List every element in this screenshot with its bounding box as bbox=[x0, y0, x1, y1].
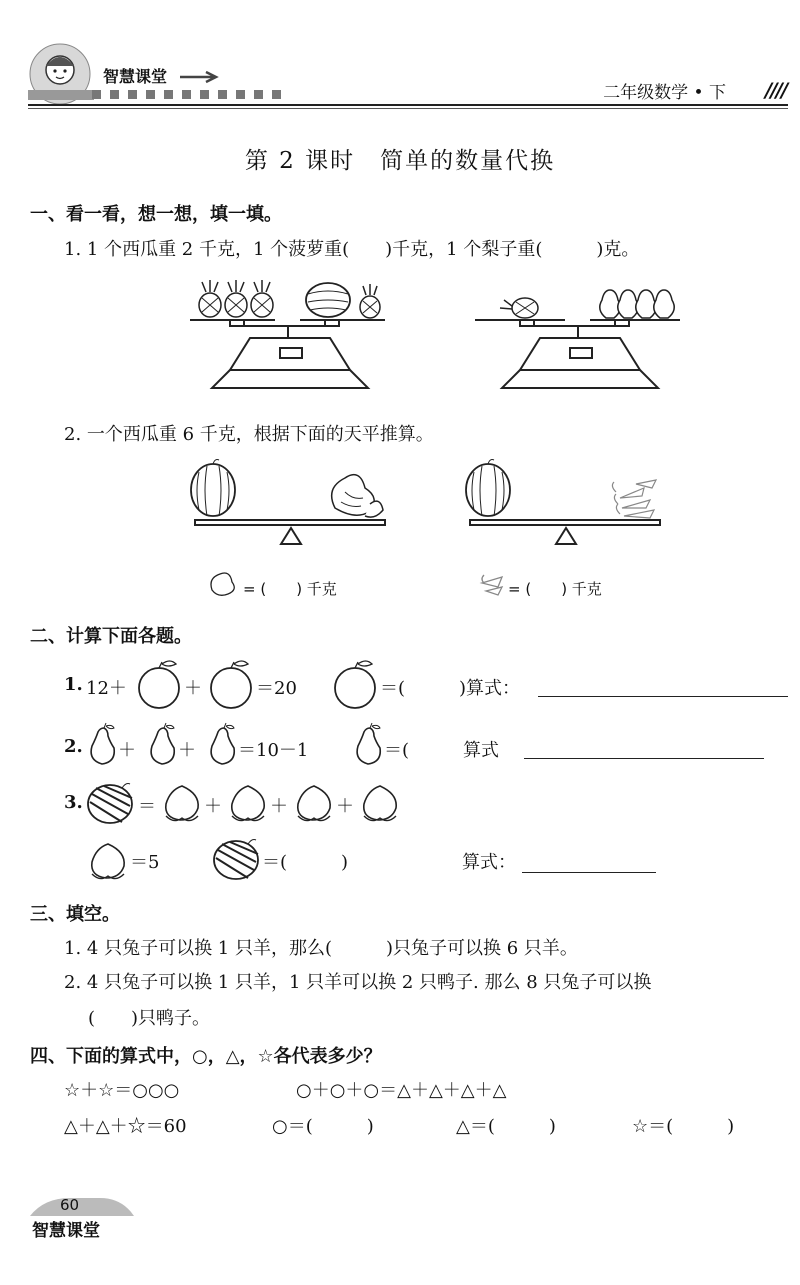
s1-question-1: 1. 1 个西瓜重 2 千克，1 个菠萝重( )千克，1 个梨子重( )克。 bbox=[64, 239, 640, 260]
peach-icon bbox=[226, 780, 270, 826]
s4-answer-circle: ○＝( ) bbox=[272, 1116, 374, 1137]
s4-answer-star: ☆＝( ) bbox=[632, 1116, 735, 1137]
s4-equation-3: △＋△＋☆＝60 bbox=[64, 1116, 187, 1137]
s2-q3-answer: ＝( ) bbox=[262, 852, 349, 873]
seesaw-1 bbox=[185, 458, 390, 558]
carrot-icon bbox=[612, 480, 656, 518]
mascot-icon bbox=[20, 42, 102, 106]
page-number: 60 bbox=[60, 1196, 80, 1214]
pear-icon bbox=[206, 722, 238, 766]
peach-icon bbox=[86, 838, 130, 884]
s2-q2-answer: ＝( 算式 bbox=[384, 740, 500, 761]
watermelon-icon bbox=[466, 464, 510, 516]
pear-icon bbox=[636, 290, 657, 318]
s1-question-2: 2. 一个西瓜重 6 千克，根据下面的天平推算。 bbox=[64, 424, 434, 445]
header-grade: 二年级数学 • 下 bbox=[603, 83, 726, 103]
carrot-icon bbox=[478, 573, 506, 599]
s3-question-2: 2. 4 只兔子可以换 1 只羊，1 只羊可以换 2 只鸭子. 那么 8 只兔子可以换 bbox=[64, 972, 652, 993]
s2-q3-formula-label: 算式： bbox=[462, 852, 516, 873]
s2-q3-plus-1: ＋ bbox=[204, 796, 222, 817]
pineapple-icon bbox=[199, 280, 221, 317]
arrow-icon bbox=[178, 70, 222, 84]
header-rule bbox=[28, 104, 788, 106]
pear-icon bbox=[86, 722, 118, 766]
section-4-heading: 四、下面的算式中，○，△，☆各代表多少？ bbox=[30, 1046, 382, 1067]
vegetable-icon bbox=[208, 568, 238, 598]
s2-q2-formula-line[interactable] bbox=[524, 758, 764, 759]
watermelon-icon bbox=[191, 464, 235, 516]
apple-icon bbox=[332, 658, 378, 710]
section-3-heading: 三、填空。 bbox=[30, 904, 120, 925]
header-rule-thin bbox=[28, 108, 788, 109]
header-brand: 智慧课堂 bbox=[103, 67, 168, 86]
s1-caption-vegetable: = ( ) 千克 bbox=[243, 580, 337, 598]
seesaw-2 bbox=[460, 458, 665, 558]
s4-equation-2: ○＋○＋○＝△＋△＋△＋△ bbox=[296, 1080, 507, 1101]
watermelon-icon bbox=[306, 283, 350, 317]
s2-q1-plus: ＋ bbox=[184, 678, 202, 699]
s2-q1-number: 1. bbox=[64, 674, 83, 695]
header-slashes: //// bbox=[764, 78, 786, 102]
s2-q3-number: 3. bbox=[64, 792, 83, 813]
pear-icon bbox=[600, 290, 621, 318]
s4-equation-1: ☆＋☆＝○○○ bbox=[64, 1080, 180, 1101]
s2-q1-start: 12＋ bbox=[86, 678, 127, 699]
pineapple-icon bbox=[251, 280, 273, 317]
s2-q3-plus-3: ＋ bbox=[336, 796, 354, 817]
footer-brand: 智慧课堂 bbox=[32, 1221, 100, 1241]
pear-icon bbox=[618, 290, 639, 318]
pear-icon bbox=[146, 722, 178, 766]
s3-question-1: 1. 4 只兔子可以换 1 只羊，那么( )只兔子可以换 6 只羊。 bbox=[64, 938, 578, 959]
s2-q3-plus-2: ＋ bbox=[270, 796, 288, 817]
s2-q2-plus-2: ＋ bbox=[178, 740, 196, 761]
watermelon-icon bbox=[210, 836, 262, 882]
s2-q1-equals: ＝20 bbox=[256, 678, 297, 699]
s2-q1-formula-line[interactable] bbox=[538, 696, 788, 697]
header-dots bbox=[92, 90, 281, 99]
balance-scale-2 bbox=[470, 270, 690, 405]
s2-q1-answer: ＝( )算式： bbox=[380, 678, 521, 699]
s2-q3-formula-line[interactable] bbox=[522, 872, 656, 873]
s2-q2-plus-1: ＋ bbox=[118, 740, 136, 761]
s2-q2-equals: ＝10－1 bbox=[238, 740, 309, 761]
pear-icon bbox=[654, 290, 675, 318]
balance-scale-1 bbox=[180, 270, 400, 405]
peach-icon bbox=[358, 780, 402, 826]
peach-icon bbox=[160, 780, 204, 826]
s1-caption-carrot: = ( ) 千克 bbox=[508, 580, 602, 598]
vegetable-icon bbox=[332, 475, 383, 517]
footer-tab bbox=[30, 1196, 134, 1218]
pineapple-icon bbox=[500, 298, 538, 318]
s2-q2-number: 2. bbox=[64, 736, 83, 757]
section-2-heading: 二、计算下面各题。 bbox=[30, 626, 192, 647]
apple-icon bbox=[136, 658, 182, 710]
peach-icon bbox=[292, 780, 336, 826]
s2-q3-peach-value: ＝5 bbox=[130, 852, 160, 873]
apple-icon bbox=[208, 658, 254, 710]
pineapple-icon bbox=[225, 280, 247, 317]
s2-q3-equals: ＝ bbox=[138, 796, 156, 817]
lesson-title: 第 2 课时 简单的数量代换 bbox=[244, 148, 556, 174]
s3-question-2-cont: ( )只鸭子。 bbox=[88, 1008, 211, 1029]
s4-answer-triangle: △＝( ) bbox=[456, 1116, 556, 1137]
pear-icon bbox=[352, 722, 384, 766]
watermelon-icon bbox=[84, 780, 136, 826]
pineapple-icon bbox=[360, 284, 380, 318]
section-1-heading: 一、看一看，想一想，填一填。 bbox=[30, 204, 282, 225]
